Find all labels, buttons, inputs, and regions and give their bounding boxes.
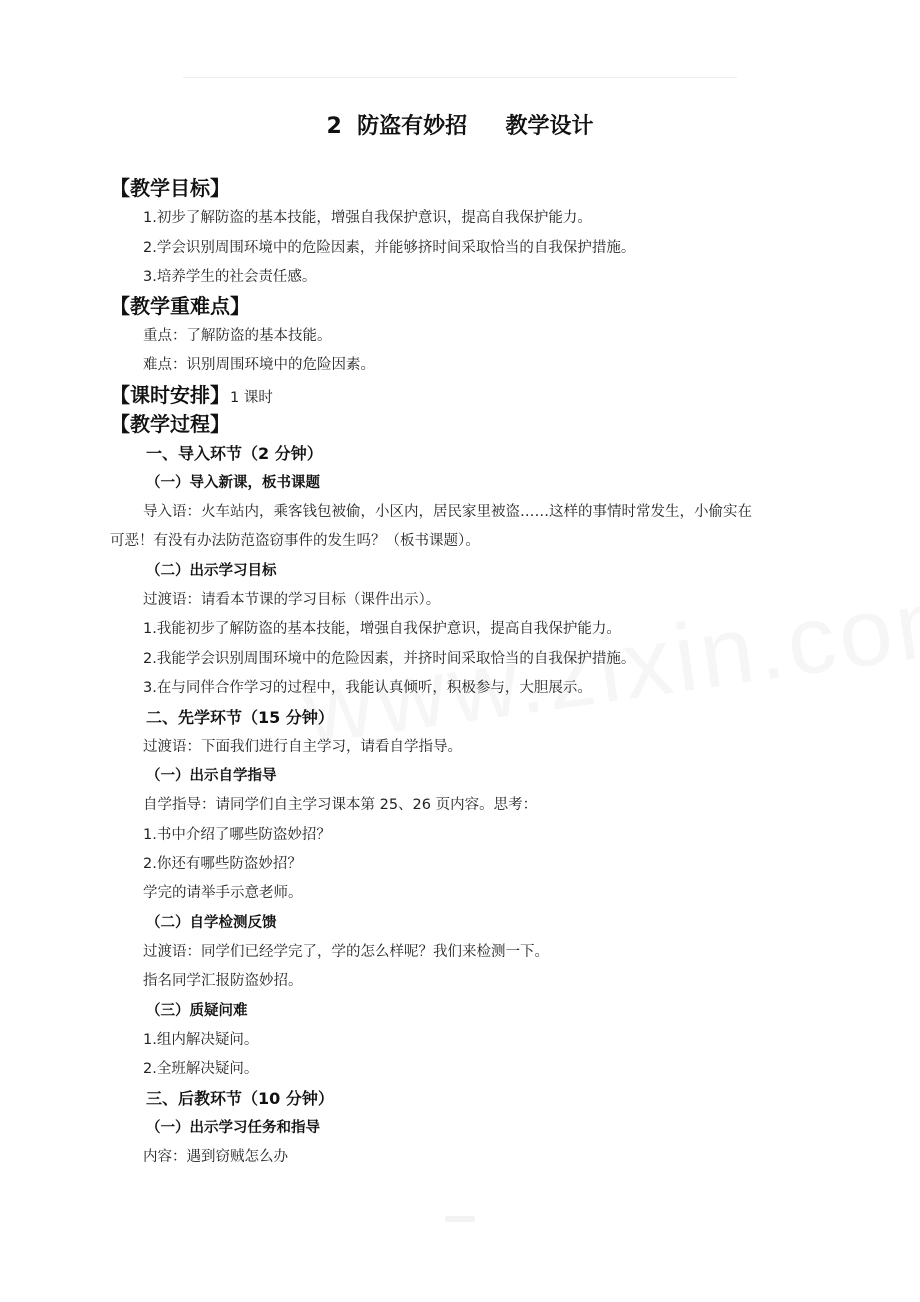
paragraph-line: 2.全班解决疑问。 xyxy=(143,1061,259,1077)
subsection-heading: （一）导入新课，板书课题 xyxy=(146,475,320,491)
section-heading: 一、导入环节（2 分钟） xyxy=(146,444,323,463)
document-title: 2 防盗有妙招 教学设计 xyxy=(326,114,594,139)
objectives-heading: 【教学目标】 xyxy=(110,176,230,200)
key-points-heading: 【教学重难点】 xyxy=(110,294,250,318)
paragraph-line: 可恶！有没有办法防范盗窃事件的发生吗？（板书课题）。 xyxy=(110,533,480,549)
paragraph-line: 过渡语：请看本节课的学习目标（课件出示）。 xyxy=(143,592,441,608)
objective-item: 3.培养学生的社会责任感。 xyxy=(143,269,317,285)
paragraph-line: 2.我能学会识别周围环境中的危险因素，并挤时间采取恰当的自我保护措施。 xyxy=(143,651,636,667)
objective-item: 1.初步了解防盗的基本技能，增强自我保护意识，提高自我保护能力。 xyxy=(143,210,592,226)
schedule-heading: 【课时安排】 xyxy=(110,383,230,407)
schedule-value: 1 课时 xyxy=(230,390,273,406)
footer-mark xyxy=(445,1216,475,1222)
paragraph-line: 1.书中介绍了哪些防盗妙招？ xyxy=(143,827,331,843)
paragraph-line: 3.在与同伴合作学习的过程中，我能认真倾听，积极参与，大胆展示。 xyxy=(143,680,592,696)
paragraph-line: 过渡语：下面我们进行自主学习，请看自学指导。 xyxy=(143,739,462,755)
section-heading: 三、后教环节（10 分钟） xyxy=(146,1089,334,1108)
key-point-item: 难点：识别周围环境中的危险因素。 xyxy=(143,357,375,373)
schedule-row xyxy=(110,379,273,408)
subsection-heading: （三）质疑问难 xyxy=(146,1003,248,1019)
objective-item: 2.学会识别周围环境中的危险因素，并能够挤时间采取恰当的自我保护措施。 xyxy=(143,240,636,256)
process-heading: 【教学过程】 xyxy=(110,412,230,436)
paragraph-line: 内容：遇到窃贼怎么办 xyxy=(143,1149,288,1165)
subsection-heading: （一）出示自学指导 xyxy=(146,768,277,784)
header-rule xyxy=(183,77,737,78)
paragraph-line: 自学指导：请同学们自主学习课本第 25、26 页内容。思考： xyxy=(143,797,538,813)
paragraph-line: 过渡语：同学们已经学完了，学的怎么样呢？我们来检测一下。 xyxy=(143,944,549,960)
subsection-heading: （二）自学检测反馈 xyxy=(146,915,277,931)
section-heading: 二、先学环节（15 分钟） xyxy=(146,708,334,727)
key-point-item: 重点：了解防盗的基本技能。 xyxy=(143,328,332,344)
subsection-heading: （二）出示学习目标 xyxy=(146,563,277,579)
paragraph-line: 指名同学汇报防盗妙招。 xyxy=(143,973,303,989)
subsection-heading: （一）出示学习任务和指导 xyxy=(146,1120,320,1136)
paragraph-line: 1.我能初步了解防盗的基本技能，增强自我保护意识，提高自我保护能力。 xyxy=(143,621,621,637)
paragraph-line: 导入语：火车站内，乘客钱包被偷，小区内，居民家里被盗……这样的事情时常发生，小偷实在 xyxy=(143,504,752,520)
paragraph-line: 1.组内解决疑问。 xyxy=(143,1032,259,1048)
paragraph-line: 学完的请举手示意老师。 xyxy=(143,885,303,901)
paragraph-line: 2.你还有哪些防盗妙招？ xyxy=(143,856,302,872)
